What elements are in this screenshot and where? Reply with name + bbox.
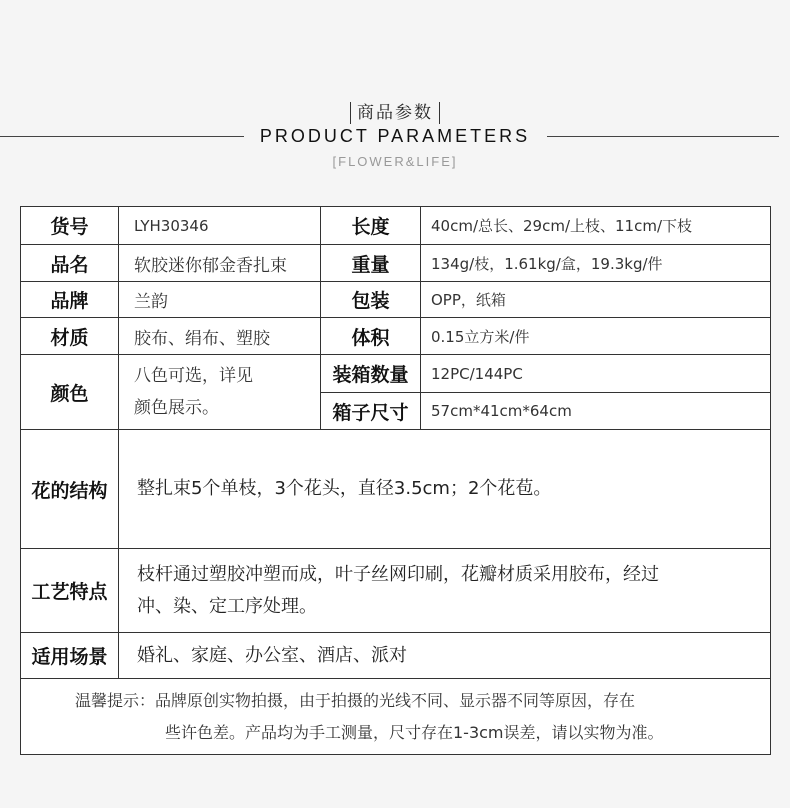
structure-value: 整扎束5个单枝，3个花头，直径3.5cm；2个花苞。 <box>119 430 771 549</box>
table-row <box>21 207 771 245</box>
parameters-table <box>20 206 771 755</box>
color-value-line1: 八色可选，详见 <box>134 366 253 386</box>
volume-label: 体积 <box>321 318 421 355</box>
page-header <box>0 0 790 190</box>
name-value: 软胶迷你郁金香扎束 <box>119 245 321 282</box>
craft-label: 工艺特点 <box>21 549 119 633</box>
color-value-line2: 颜色展示。 <box>134 398 219 418</box>
item-no-value: LYH30346 <box>119 207 321 245</box>
table-row <box>21 549 771 633</box>
brand-label: 品牌 <box>21 282 119 318</box>
length-value: 40cm/总长、29cm/上枝、11cm/下枝 <box>421 207 771 245</box>
section-subtitle: [FLOWER&LIFE] <box>332 154 458 169</box>
volume-value: 0.15立方米/件 <box>421 318 771 355</box>
section-title-cn <box>0 98 790 124</box>
notice-line1: 温馨提示：品牌原创实物拍摄，由于拍摄的光线不同、显示器不同等原因，存在 <box>75 690 636 710</box>
weight-value: 134g/枝，1.61kg/盒，19.3kg/件 <box>421 245 771 282</box>
qty-value: 12PC/144PC <box>421 355 771 393</box>
material-label: 材质 <box>21 318 119 355</box>
table-row <box>21 245 771 282</box>
craft-value <box>119 549 771 633</box>
box-label: 箱子尺寸 <box>321 393 421 430</box>
qty-label: 装箱数量 <box>321 355 421 393</box>
package-value: OPP，纸箱 <box>421 282 771 318</box>
scene-value: 婚礼、家庭、办公室、酒店、派对 <box>119 633 771 679</box>
title-right-bar <box>439 102 440 124</box>
table-row <box>21 282 771 318</box>
table-row <box>21 355 771 393</box>
notice-cell <box>21 679 771 755</box>
title-cn-text: 商品参数 <box>357 103 433 123</box>
craft-value-line1: 枝杆通过塑胶冲塑而成，叶子丝网印刷，花瓣材质采用胶布，经过 <box>137 563 659 585</box>
box-value: 57cm*41cm*64cm <box>421 393 771 430</box>
table-row <box>21 633 771 679</box>
title-left-bar <box>350 102 351 124</box>
divider-right <box>547 136 779 137</box>
section-title-en: PRODUCT PARAMETERS <box>259 126 531 146</box>
color-label: 颜色 <box>21 355 119 430</box>
package-label: 包装 <box>321 282 421 318</box>
table-row <box>21 679 771 755</box>
brand-value: 兰韵 <box>119 282 321 318</box>
table-row <box>21 430 771 549</box>
table-row <box>21 318 771 355</box>
name-label: 品名 <box>21 245 119 282</box>
material-value: 胶布、绢布、塑胶 <box>119 318 321 355</box>
color-value <box>119 355 321 430</box>
item-no-label: 货号 <box>21 207 119 245</box>
length-label: 长度 <box>321 207 421 245</box>
weight-label: 重量 <box>321 245 421 282</box>
craft-value-line2: 冲、染、定工序处理。 <box>137 595 317 617</box>
notice-line2: 些许色差。产品均为手工测量，尺寸存在1-3cm误差，请以实物为准。 <box>165 722 664 742</box>
scene-label: 适用场景 <box>21 633 119 679</box>
structure-label: 花的结构 <box>21 430 119 549</box>
